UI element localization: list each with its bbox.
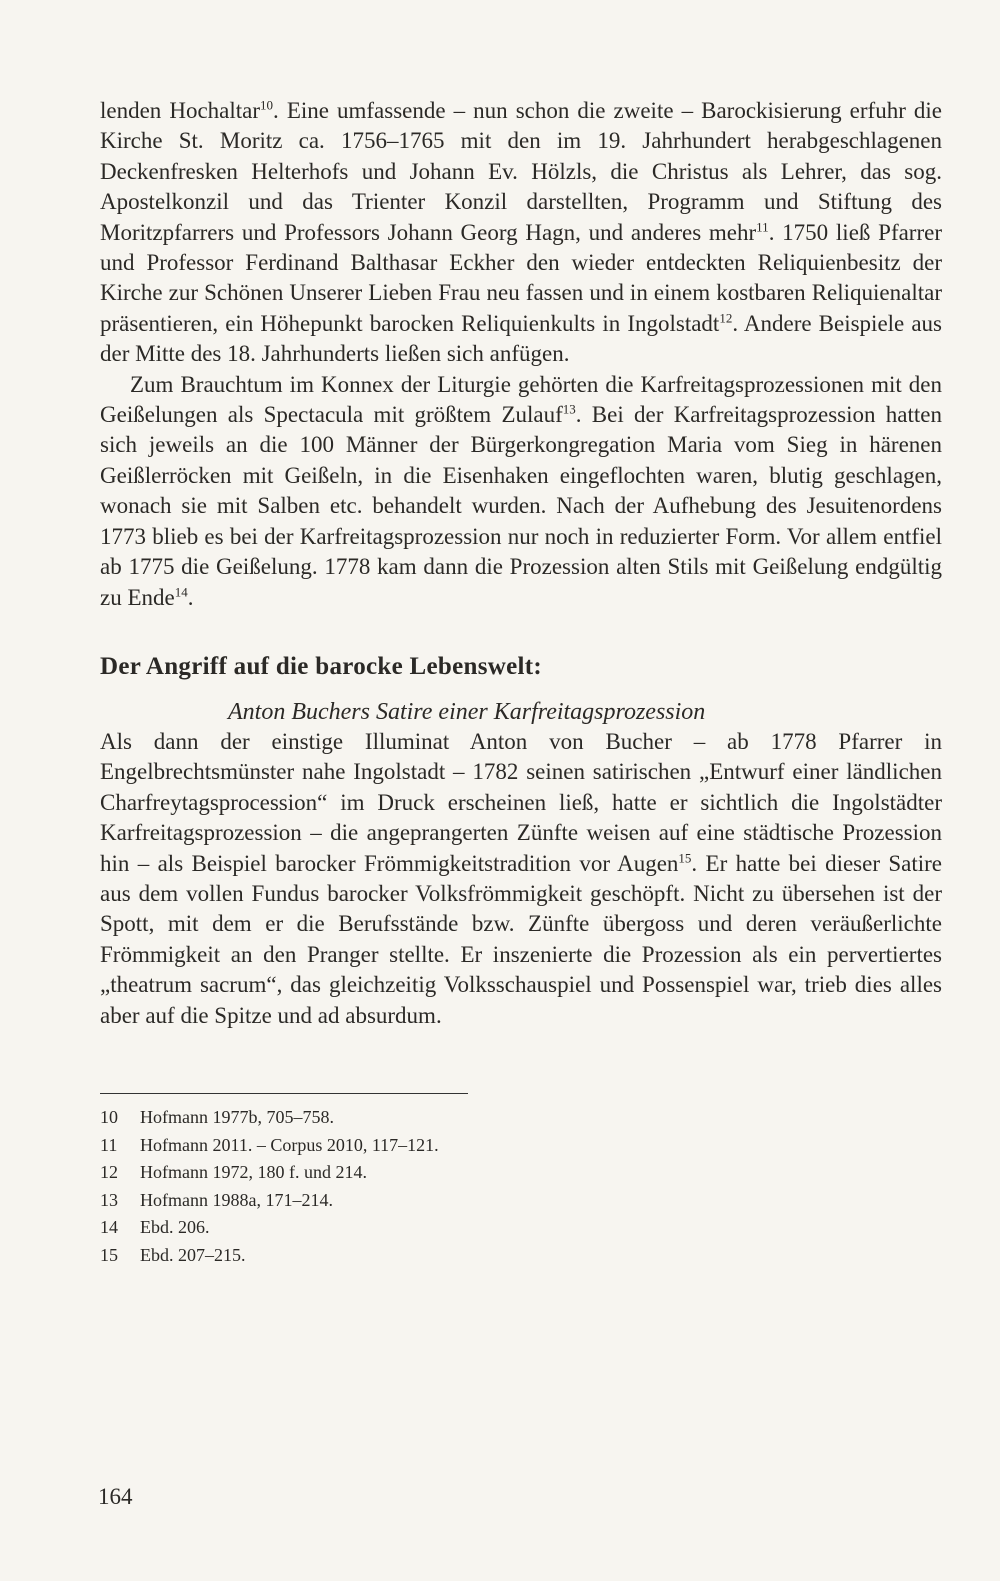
- footnote: [100, 1242, 942, 1270]
- paragraph-text: Zum Brauchtum im Konnex der Liturgie gehörten die Karfreitagsprozessionen mit den Geißelungen als Spectacula mit größtem Zulauf: [100, 371, 942, 428]
- footnote-text: Hofmann 1988a, 171–214.: [140, 1189, 333, 1210]
- footnote: [100, 1214, 942, 1242]
- footnote-text: Hofmann 2011. – Corpus 2010, 117–121.: [140, 1134, 439, 1155]
- footnote-ref-12[interactable]: 12: [719, 310, 733, 326]
- paragraph-3: [100, 727, 942, 1031]
- paragraph-text: . 1750 ließ Pfarrer und Professor Ferdinand Balthasar Eckher den wieder entdeckten Reliquienbesitz der Kirche zur Schönen Unserer Lieben Frau neu fassen und in einem kostbaren Reliquienaltar präsentieren, ein Höhepunkt barocken Reliquienkults in Ingolstadt: [100, 219, 942, 336]
- paragraph-1: [100, 96, 942, 370]
- paragraph-text: lenden Hochaltar: [100, 98, 261, 123]
- footnote-number: 12: [100, 1162, 118, 1183]
- footnote-text: Hofmann 1977b, 705–758.: [140, 1106, 334, 1127]
- paragraph-text: . Bei der Karfreitagsprozession hatten sich jeweils an die 100 Männer der Bürgerkongregation Maria vom Sieg in härenen Geißlerröcken mit Geißeln, in die Eisenhaken eingeflochten waren, blutig geschlagen, wonach sie mit Salben etc. behandelt wurden. Nach der Aufhebung des Jesuitenordens 1773 blieb es bei der Karfreitagsprozession nur noch in reduzierter Form. Vor allem entfiel ab 1775 die Geißelung. 1778 kam dann die Prozession alten Stils mit Geißelung endgültig zu Ende: [100, 402, 942, 610]
- paragraph-text: .: [187, 584, 194, 610]
- footnote-ref-13[interactable]: 13: [562, 401, 576, 417]
- footnote-ref-15[interactable]: 15: [678, 849, 692, 865]
- section-heading: Der Angriff auf die barocke Lebenswelt:: [100, 652, 542, 680]
- footnote: [100, 1187, 942, 1215]
- footnote-number: 11: [100, 1134, 118, 1155]
- footnote-number: 14: [100, 1217, 118, 1238]
- footnote-ref-11[interactable]: 11: [756, 218, 769, 234]
- paragraph-2: [100, 370, 942, 613]
- footnote: [100, 1132, 942, 1160]
- footnote-text: Ebd. 206.: [140, 1217, 210, 1238]
- footnote: [100, 1104, 942, 1132]
- footnote-number: 15: [100, 1244, 118, 1265]
- paragraph-text: . Er hatte bei dieser Satire aus dem vollen Fundus barocker Volksfrömmigkeit geschöpft. Nicht zu übersehen ist der Spott, mit dem er die Berufsstände bzw. Zünfte übergoss und deren veräußerlichte Frömmigkeit an den Pranger stellte. Er inszenierte die Prozession als ein pervertiertes „theatrum sacrum“, das gleichzeitig Volksschauspiel und Possenspiel war, trieb dies alles aber auf die Spitze und ad absurdum.: [100, 850, 942, 1028]
- page-number: 164: [98, 1484, 133, 1509]
- footnote-number: 10: [100, 1106, 118, 1127]
- footnote-number: 13: [100, 1189, 118, 1210]
- footnotes: [100, 1104, 942, 1270]
- footnote-divider: [100, 1093, 468, 1094]
- footnote-ref-14[interactable]: 14: [174, 583, 188, 599]
- section-subheading: Anton Buchers Satire einer Karfreitagsprozession: [228, 698, 706, 725]
- footnote: [100, 1159, 942, 1187]
- paragraph-text: Als dann der einstige Illuminat Anton von Bucher – ab 1778 Pfarrer in Engelbrechtsmünster nahe Ingolstadt – 1782 seinen satirischen „Entwurf einer ländlichen Charfreytagsprocession“ im Druck erscheinen ließ, hatte er sichtlich die Ingolstädter Karfreitagsprozession – die angeprangerten Zünfte weisen auf eine städtische Prozession hin – als Beispiel barocker Frömmigkeitstradition vor Augen: [100, 728, 942, 876]
- footnote-text: Ebd. 207–215.: [140, 1244, 246, 1265]
- paragraph-text: . Andere Beispiele aus der Mitte des 18. Jahrhunderts ließen sich anfügen.: [100, 310, 942, 367]
- paragraph-text: . Eine umfassende – nun schon die zweite – Barockisierung erfuhr die Kirche St. Moritz ca. 1756–1765 mit den im 19. Jahrhundert herabgeschlagenen Deckenfresken Helterhofs und Johann Ev. Hölzls, die Christus als Lehrer, das sog. Apostelkonzil und das Trienter Konzil darstellten, Programm und Stiftung des Moritzpfarrers und Professors Johann Georg Hagn, und anderes mehr: [100, 98, 942, 245]
- footnote-text: Hofmann 1972, 180 f. und 214.: [140, 1162, 367, 1183]
- footnote-ref-10[interactable]: 10: [260, 97, 274, 113]
- page-body: [100, 96, 942, 1270]
